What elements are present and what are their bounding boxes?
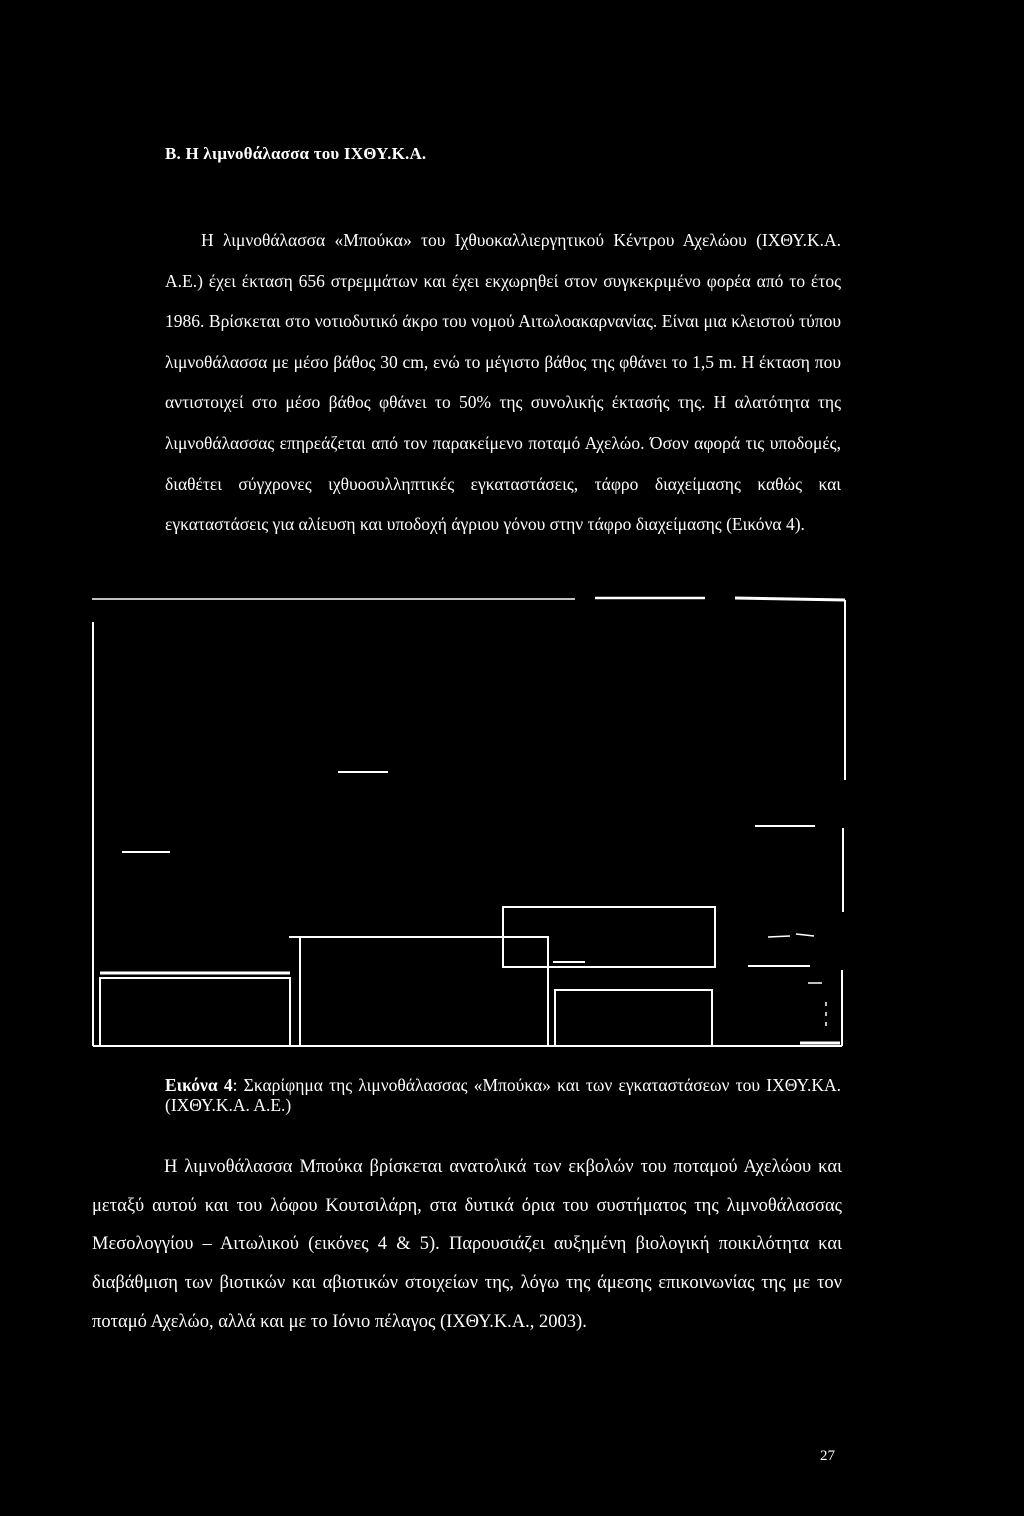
intro-paragraph-text: Η λιμνοθάλασσα «Μπούκα» του Ιχθυοκαλλιεργητικού Κέντρου Αχελώου (ΙΧΘΥ.Κ.Α. Α.Ε.) έχει έκταση 656 στρεμμάτων και έχει εκχωρηθεί στον συγκεκριμένο φορέα από το έτος 1986. Βρίσκεται στο νοτιοδυτικό άκρο του νομού Αιτωλοακαρνανίας. Είναι μια κλειστού τύπου λιμνοθάλασσα με μέσο βάθος 30 cm, ενώ το μέγιστο βάθος της φθάνει το 1,5 m. Η έκταση που αντιστοιχεί στο μέσο βάθος φθάνει το 50% της συνολικής έκτασής της. Η αλατότητα της λιμνοθάλασσας επηρεάζεται από τον παρακείμενο ποταμό Αχελώο. Όσον αφορά τις υποδομές, διαθέτει σύγχρονες ιχθυοσυλληπτικές εγκαταστάσεις, τάφρο διαχείμασης καθώς και εγκαταστάσεις για αλίευση και υποδοχή άγριου γόνου στην τάφρο διαχείμασης (Εικόνα 4). [165, 230, 841, 535]
sketch-pond-central [300, 937, 548, 1046]
figure-caption [165, 1075, 841, 1115]
sketch-dash-9 [768, 934, 814, 937]
lagoon-sketch-figure [0, 590, 1024, 1060]
intro-paragraph [165, 220, 841, 545]
sketch-structure-lower [555, 990, 712, 1046]
caption-text: : Σκαρίφημα της λιμνοθάλασσας «Μπούκα» και των εγκαταστάσεων του ΙΧΘΥ.ΚΑ. (ΙΧΘΥ.Κ.Α. Α.Ε.) [165, 1075, 841, 1115]
sketch-pond-left [100, 978, 290, 1046]
location-paragraph-text: Η λιμνοθάλασσα Μπούκα βρίσκεται ανατολικά των εκβολών του ποταμού Αχελώου και μεταξύ αυτού και του λόφου Κουτσιλάρη, στα δυτικά όρια του συστήματος της λιμνοθάλασσας Μεσολογγίου – Αιτωλικού (εικόνες 4 & 5). Παρουσιάζει αυξημένη βιολογική ποικιλότητα και διαβάθμιση των βιοτικών και αβιοτικών στοιχείων της, λόγω της άμεσης επικοινωνίας της με τον ποταμό Αχελώο, αλλά και με το Ιόνιο πέλαγος (ΙΧΘΥ.Κ.Α., 2003). [92, 1157, 842, 1332]
lagoon-sketch [0, 590, 1024, 1060]
sketch-top-border-right [735, 598, 845, 600]
section-heading: Β. Η λιμνοθάλασσα του ΙΧΘΥ.Κ.Α. [165, 144, 427, 163]
location-paragraph [92, 1148, 842, 1342]
caption-label: Εικόνα 4 [165, 1075, 233, 1095]
page-number: 27 [820, 1448, 835, 1464]
